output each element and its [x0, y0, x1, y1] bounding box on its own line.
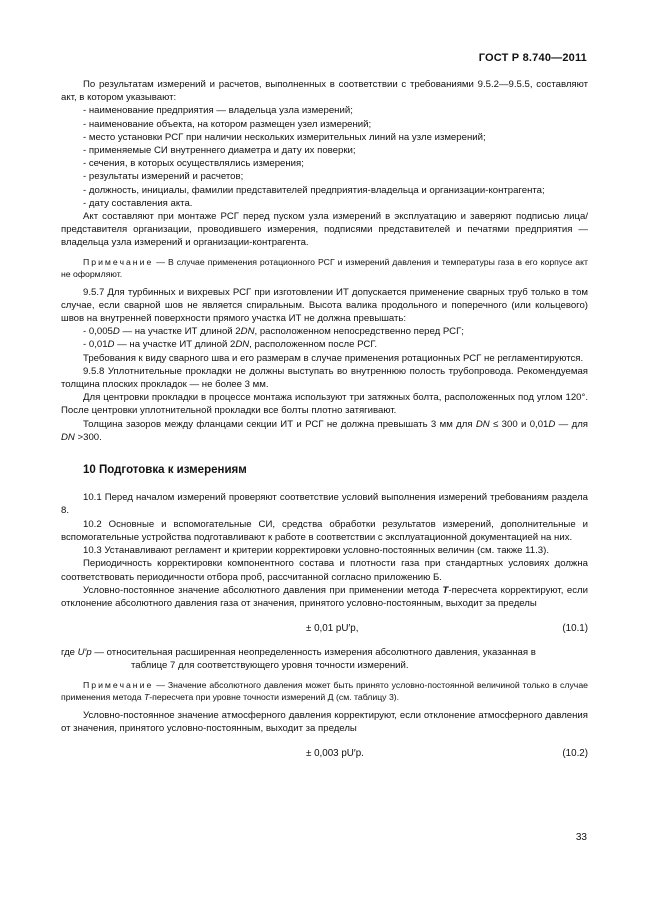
formula-expression: ± 0,003 pU′p. — [306, 747, 364, 759]
clause-10-2: 10.2 Основные и вспомогательные СИ, средства обработки результатов измерений, дополнительные и вспомогательные устройства подготавливают к работе в соответствии с эксплуатационной документацией на них. — [61, 518, 588, 543]
document-body — [61, 78, 588, 771]
formula-where-continuation: таблице 7 для соответствующего уровня точности измерений. — [131, 660, 409, 672]
note-label: Примечание — [83, 256, 154, 267]
list-item: - дату составления акта. — [83, 197, 193, 209]
clause-10-3: 10.3 Устанавливают регламент и критерии корректировки условно-постоянных величин (см. также 11.3). — [83, 545, 549, 557]
list-item: - место установки РСГ при наличии нескольких измерительных линий на узле измерений; — [83, 131, 486, 143]
flange-gap-paragraph: Толщина зазоров между фланцами секции ИТ и РСГ не должна превышать 3 мм для DN ≤ 300 и 0,01D — для DN >300. — [61, 418, 588, 443]
note-rotary — [61, 256, 588, 280]
gasket-centering-paragraph: Для центровки прокладки в процессе монтажа используют три затяжных болта, расположенных под углом 120°. После центровки уплотнительной прокладки все болты плотно затягивают. — [61, 392, 588, 417]
formula-10-1 — [61, 618, 588, 640]
formula-number: (10.2) — [562, 747, 588, 759]
clause-9-5-8: 9.5.8 Уплотнительные прокладки не должны выступать во внутреннюю полость трубопровода. Рекомендуемая толщина плоских прокладок — не более 3 мм. — [61, 365, 588, 391]
clause-9-5-7: 9.5.7 Для турбинных и вихревых РСГ при изготовлении ИТ допускается применение сварных труб только в том случае, если сварной шов не является спиральным. Высота валика продольного и поперечного (или кольцевого) швов на внутренней поверхности прямого участка ИТ не должна превышать: — [61, 286, 588, 325]
document-header: ГОСТ Р 8.740—2011 — [478, 52, 587, 64]
note-label: Примечание — [83, 679, 154, 690]
formula-10-2 — [61, 743, 588, 765]
formula-expression: ± 0,01 pU′p, — [306, 623, 359, 635]
atmospheric-pressure-paragraph: Условно-постоянное значение атмосферного давления корректируют, если отклонение атмосферного давления от значения, принятого условно-постоянным, выходит за пределы — [61, 709, 588, 734]
list-item: - применяемые СИ внутреннего диаметра и дату их поверки; — [83, 145, 356, 157]
formula-number: (10.1) — [562, 623, 588, 635]
formula-where-line: где U′p — относительная расширенная неопределенность измерения абсолютного давления, указанная в — [61, 647, 536, 659]
weld-limit-before: - 0,005D — на участке ИТ длиной 2DN, расположенном непосредственно перед РСГ; — [83, 326, 464, 338]
weld-requirements-paragraph: Требования к виду сварного шва и его размерам в случае применения ротационных РСГ не регламентируются. — [83, 352, 584, 364]
clause-10-1: 10.1 Перед началом измерений проверяют соответствие условий выполнения измерений требованиям раздела 8. — [61, 492, 588, 517]
page-number: 33 — [575, 832, 587, 843]
list-item: - должность, инициалы, фамилии представителей предприятия-владельца и организации-контрагента; — [83, 184, 545, 196]
act-paragraph: По результатам измерений и расчетов, выполненных в соответствии с требованиями 9.5.2—9.5.5, составляют акт, в котором указывают: — [61, 79, 588, 104]
section-title: 10 Подготовка к измерениям — [83, 464, 247, 477]
act-mounting-paragraph: Акт составляют при монтаже РСГ перед пуском узла измерений в эксплуатацию и заверяют подписью лица/представителя организации, проводившего измерения, подписями представителей и печатями предприятия — владельца узла измерений и организации-контрагента. — [61, 211, 588, 249]
note-absolute-pressure: Примечание — Значение абсолютного давления может быть принято условно-постоянной величиной только в случае применения метода Т-пересчета при уровне точности измерений Д (см. таблицу 3). — [61, 679, 588, 702]
list-item: - наименование объекта, на котором размещен узел измерений; — [83, 118, 372, 130]
list-item: - наименование предприятия — владельца узла измерений; — [83, 105, 353, 117]
note-text: — В случае применения ротационного РСГ и измерений давления и температуры газа в его корпусе акт не оформляют. — [61, 256, 588, 279]
absolute-pressure-paragraph: Условно-постоянное значение абсолютного давления при применении метода Т-пересчета корректируют, если отклонение абсолютного давления газа от значения, принятого условно-постоянным, выходит за пределы — [61, 584, 588, 609]
list-item: - сечения, в которых осуществлялись измерения; — [83, 158, 304, 170]
act-list — [61, 104, 588, 210]
weld-limit-after: - 0,01D — на участке ИТ длиной 2DN, расположенном после РСГ. — [83, 339, 378, 351]
list-item: - результаты измерений и расчетов; — [83, 171, 244, 183]
correction-period-paragraph: Периодичность корректировки компонентного состава и плотности газа при стандартных условиях должна соответствовать периодичности отбора проб, рассчитанной согласно приложению Б. — [61, 558, 588, 583]
